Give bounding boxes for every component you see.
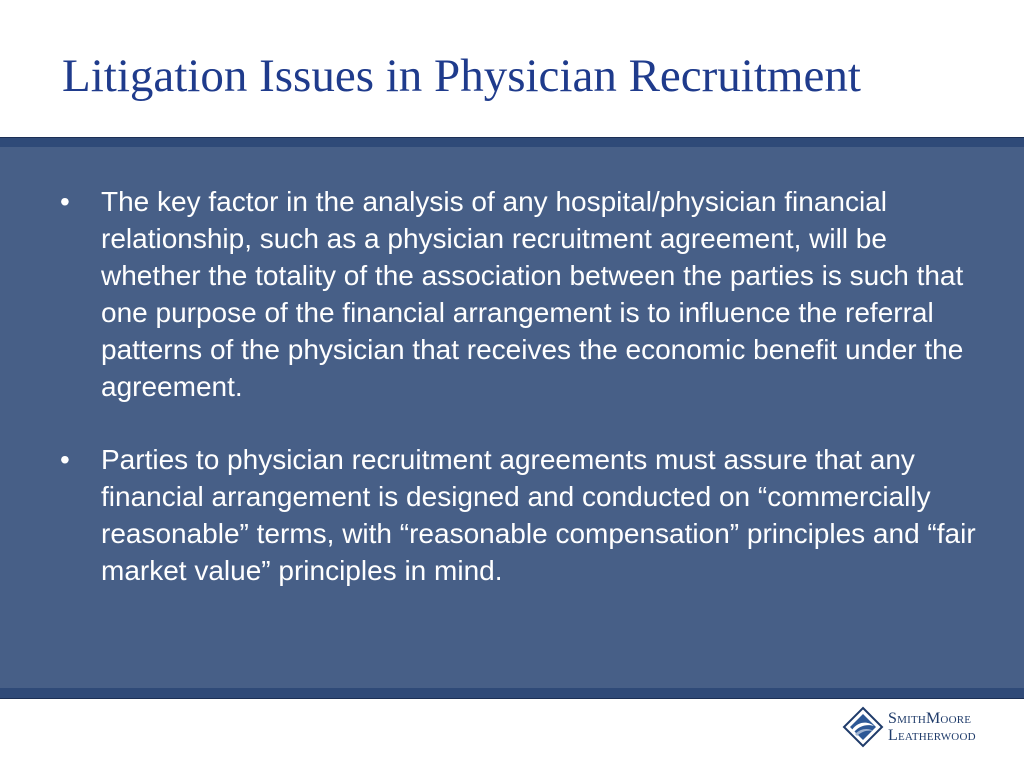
logo-line-2: Leatherwood	[888, 727, 976, 744]
logo-wordmark	[888, 710, 976, 744]
logo-line-1: SmithMoore	[888, 710, 972, 727]
diamond-logo-icon	[842, 706, 884, 748]
bullet-list	[0, 183, 1024, 625]
company-logo	[842, 704, 1012, 750]
bullet-item	[0, 441, 1024, 589]
bullet-item	[0, 183, 1024, 405]
slide-title: Litigation Issues in Physician Recruitment	[62, 50, 861, 102]
bullet-text: The key factor in the analysis of any hospital/physician financial relationship, such as a physician recruitment agreement, will be whether the totality of the association between the parties is such that one purpose of the financial arrangement is to influence the referral patterns of the physician that receives the economic benefit under the agreement.	[101, 186, 964, 402]
bullet-text: Parties to physician recruitment agreements must assure that any financial arrangement is designed and conducted on “commercially reasonable” terms, with “reasonable compensation” principles and “fair market value” principles in mind.	[101, 444, 976, 586]
bullet-marker: •	[60, 186, 70, 217]
bullet-marker: •	[60, 444, 70, 475]
